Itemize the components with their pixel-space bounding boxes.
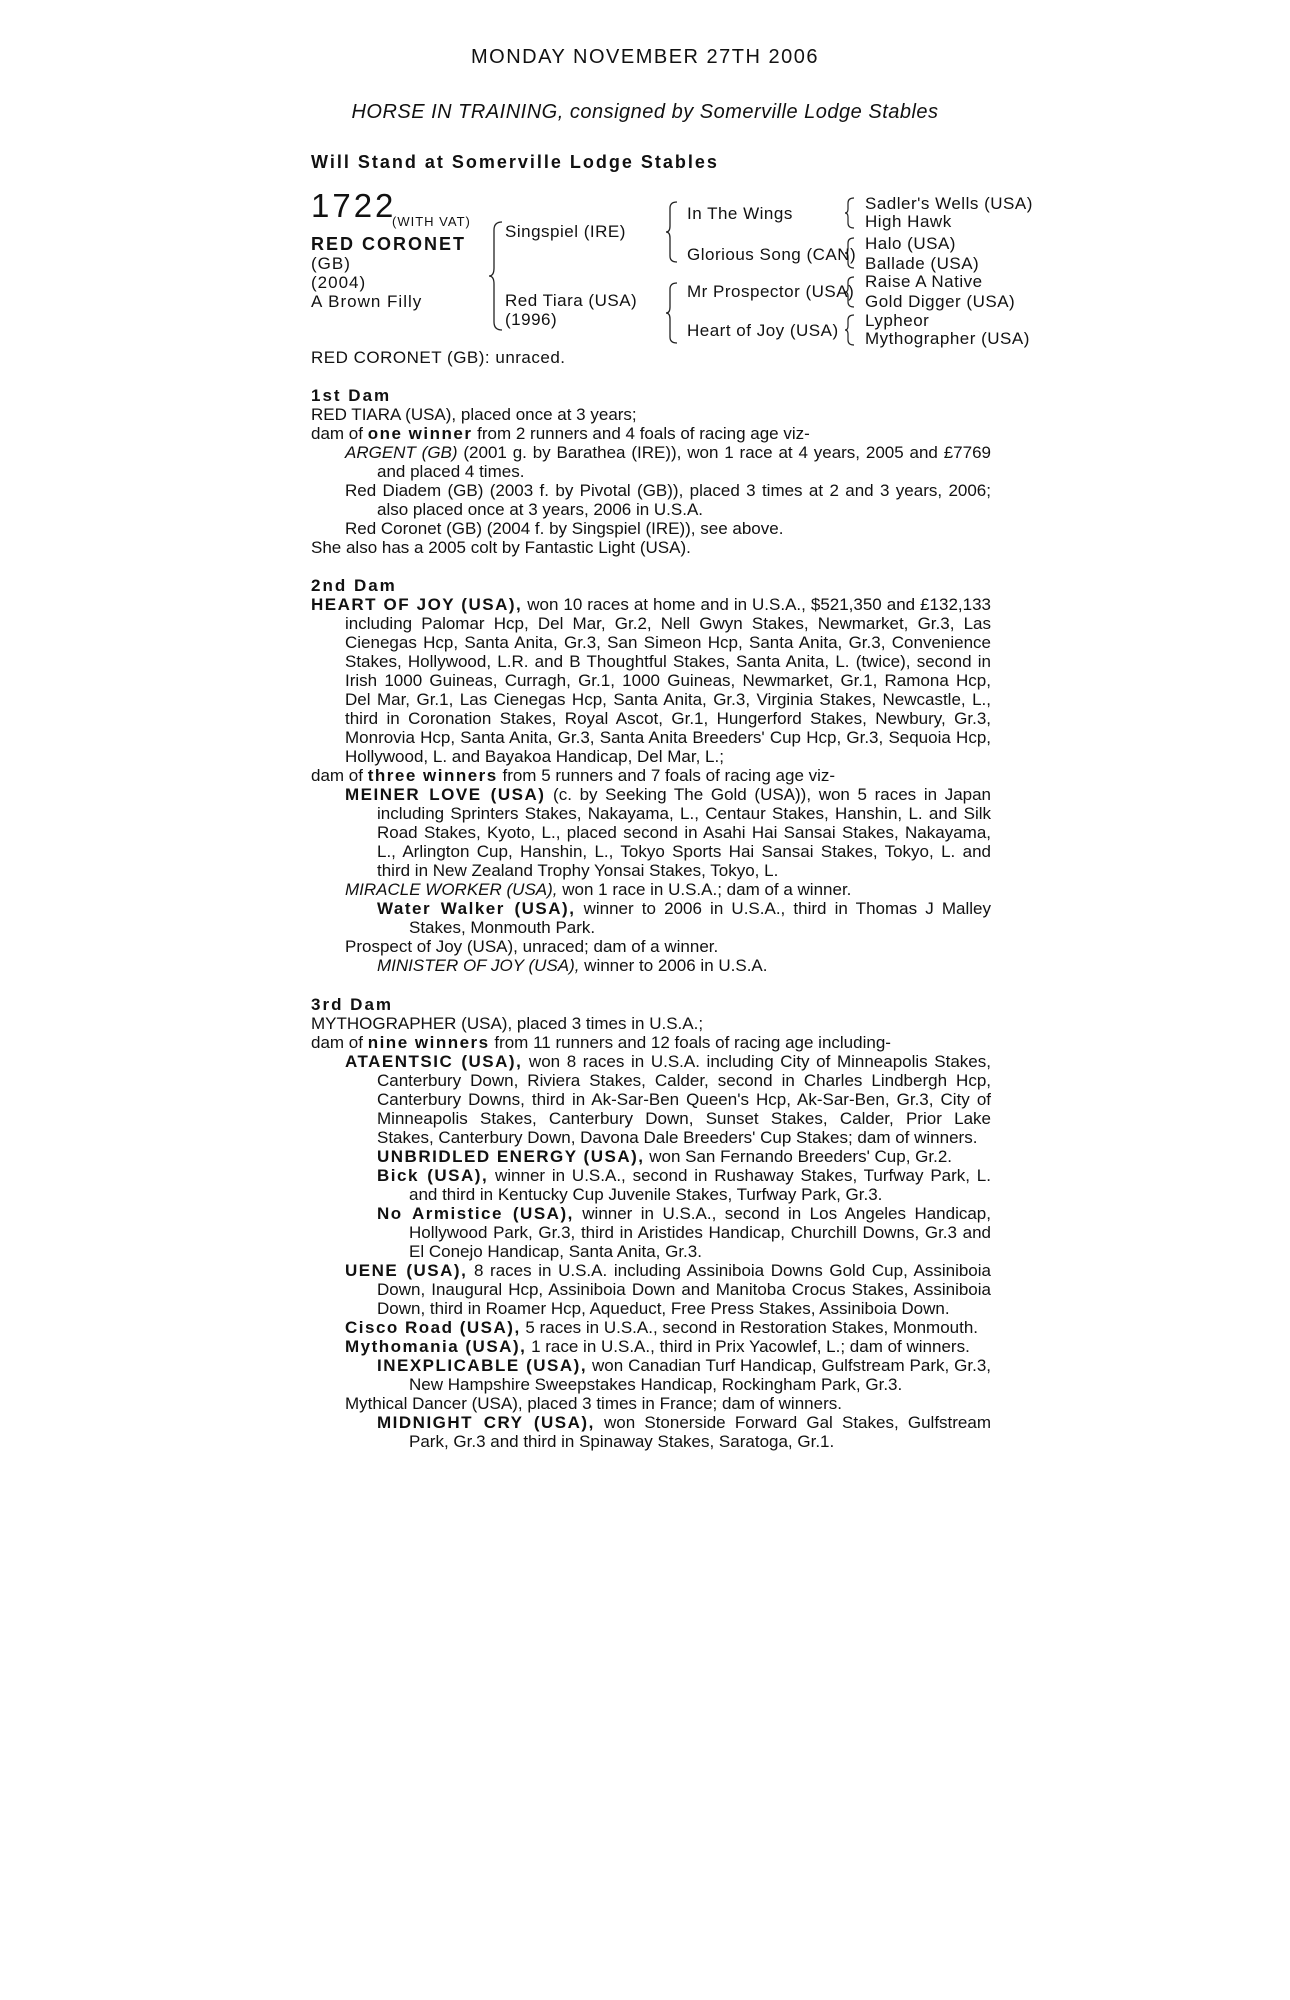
third-dam-section: [311, 995, 991, 1451]
first-dam-line: RED TIARA (USA), placed once at 3 years;: [311, 405, 637, 424]
foal-red-diadem: Red Diadem (GB) (2003 f. by Pivotal (GB)), placed 3 times at 2 and 3 years, 2006; also placed once at 3 years, 2006 in U.S.A.: [345, 481, 991, 519]
consignment-line: HORSE IN TRAINING, consigned by Somerville Lodge Stables: [351, 101, 939, 123]
first-dam-produce-line: dam of one winner from 2 runners and 4 foals of racing age viz-: [311, 424, 810, 443]
pedigree-brace-4: [844, 197, 856, 229]
vat-note: (WITH VAT): [392, 214, 471, 229]
first-dam-section: [311, 386, 991, 557]
produce-minister-of-joy: MINISTER OF JOY (USA), winner to 2006 in U.S.A.: [377, 956, 768, 975]
third-dam-line: MYTHOGRAPHER (USA), placed 3 times in U.S.A.;: [311, 1014, 704, 1033]
produce-prospect-of-joy: Prospect of Joy (USA), unraced; dam of a winner.: [345, 937, 719, 956]
horse-summary: RED CORONET (GB): unraced.: [311, 348, 566, 367]
second-dam-record: HEART OF JOY (USA), won 10 races at home and in U.S.A., $521,350 and £132,133 including Palomar Hcp, Del Mar, Gr.2, Nell Gwyn Stakes, Newmarket, Gr.3, Las Cienegas Hcp, Santa Anita, Gr.3, San Simeon Hcp, Santa Anita, Gr.3, Convenience Stakes, Hollywood, L.R. and B Thoughtful Stakes, Santa Anita, L. (twice), second in Irish 1000 Guineas, Curragh, Gr.1, 1000 Guineas, Newmarket, Gr.1, Ramona Hcp, Del Mar, Gr.1, Las Cienegas Hcp, Santa Anita, Gr.3, Virginia Stakes, Newcastle, L., third in Coronation Stakes, Royal Ascot, Gr.1, Hungerford Stakes, Newbury, Gr.3, Monrovia Hcp, Santa Anita, Gr.3, Santa Anita Breeders' Cup Hcp, Gr.3, Sequoia Hcp, Hollywood, L. and Bayakoa Handicap, Del Mar, L.;: [311, 595, 991, 766]
produce-no-armistice: No Armistice (USA), winner in U.S.A., second in Los Angeles Handicap, Hollywood Park, Gr.3, third in Aristides Handicap, Churchill Downs, Gr.3 and El Conejo Handicap, Santa Anita, Gr.3.: [377, 1204, 991, 1261]
second-dam-section: [311, 576, 991, 975]
pedigree-brace-3: [665, 281, 679, 345]
first-dam-heading: 1st Dam: [311, 386, 392, 405]
horse-country: (GB): [311, 254, 351, 273]
stand-line: Will Stand at Somerville Lodge Stables: [311, 152, 719, 172]
second-dam-heading: 2nd Dam: [311, 576, 397, 595]
third-dam-heading: 3rd Dam: [311, 995, 394, 1014]
pedigree-dam-dam: Heart of Joy (USA): [687, 321, 839, 340]
horse-name: RED CORONET: [311, 234, 467, 254]
pedigree-sire: Singspiel (IRE): [505, 222, 626, 241]
third-dam-produce-line: dam of nine winners from 11 runners and 12 foals of racing age including-: [311, 1033, 891, 1052]
lot-number: 1722: [311, 187, 397, 224]
pedigree-brace-7: [844, 314, 856, 346]
pedigree-g8: Mythographer (USA): [865, 329, 1030, 348]
pedigree-g3: Halo (USA): [865, 234, 956, 253]
produce-meiner-love: MEINER LOVE (USA) (c. by Seeking The Gold (USA)), won 5 races in Japan including Sprinters Stakes, Nakayama, L., Centaur Stakes, Hanshin, L. and Silk Road Stakes, Kyoto, L., placed second in Asahi Hai Sansai Stakes, Nakayama, L., Arlington Cup, Hanshin, L., Tokyo Sports Hai Sansai Stakes, Tokyo, L. and third in New Zealand Trophy Yonsai Stakes, Tokyo, L.: [345, 785, 992, 880]
pedigree-sire-sire: In The Wings: [687, 204, 793, 223]
produce-mythical-dancer: Mythical Dancer (USA), placed 3 times in France; dam of winners.: [345, 1394, 842, 1413]
produce-miracle-worker: MIRACLE WORKER (USA), won 1 race in U.S.A.; dam of a winner.: [345, 880, 852, 899]
pedigree-brace-1: [488, 220, 504, 332]
pedigree-brace-2: [665, 200, 679, 264]
produce-unbridled-energy: UNBRIDLED ENERGY (USA), won San Fernando Breeders' Cup, Gr.2.: [377, 1147, 953, 1166]
pedigree-g6: Gold Digger (USA): [865, 292, 1016, 311]
pedigree-g1: Sadler's Wells (USA): [865, 194, 1033, 213]
produce-mythomania: Mythomania (USA), 1 race in U.S.A., third in Prix Yacowlef, L.; dam of winners.: [345, 1337, 970, 1356]
pedigree-g4: Ballade (USA): [865, 254, 980, 273]
produce-midnight-cry: MIDNIGHT CRY (USA), won Stonerside Forward Gal Stakes, Gulfstream Park, Gr.3 and third in Spinaway Stakes, Saratoga, Gr.1.: [377, 1413, 991, 1451]
pedigree-dam-sire: Mr Prospector (USA): [687, 282, 855, 301]
produce-ataentsic: ATAENTSIC (USA), won 8 races in U.S.A. including City of Minneapolis Stakes, Canterbury Down, Riviera Stakes, Calder, second in Charles Lindbergh Hcp, Canterbury Downs, third in Ak-Sar-Ben Queen's Hcp, Ak-Sar-Ben, Gr.3, City of Minneapolis Stakes, Canterbury Down, Sunset Stakes, Calder, Prior Lake Stakes, Canterbury Down, Davona Dale Breeders' Cup Stakes; dam of winners.: [345, 1052, 991, 1147]
pedigree-dam-year: (1996): [505, 310, 558, 329]
pedigree-dam: Red Tiara (USA): [505, 291, 638, 310]
pedigree-g5: Raise A Native: [865, 272, 983, 291]
pedigree-g2: High Hawk: [865, 212, 952, 231]
horse-description: A Brown Filly: [311, 292, 423, 311]
second-dam-produce-line: dam of three winners from 5 runners and 7 foals of racing age viz-: [311, 766, 836, 785]
foal-colt-note: She also has a 2005 colt by Fantastic Light (USA).: [311, 538, 691, 557]
pedigree-g7: Lypheor: [865, 311, 930, 330]
horse-year: (2004): [311, 273, 367, 292]
produce-uene: UENE (USA), 8 races in U.S.A. including Assiniboia Downs Gold Cup, Assiniboia Down, Inaugural Hcp, Assiniboia Down and Manitoba Crocus Stakes, Assiniboia Down, third in Roamer Hcp, Aqueduct, Free Press Stakes, Assiniboia Down.: [345, 1261, 991, 1318]
produce-water-walker: Water Walker (USA), winner to 2006 in U.S.A., third in Thomas J Malley Stakes, Monmouth Park.: [377, 899, 991, 937]
foal-argent: ARGENT (GB) (2001 g. by Barathea (IRE)), won 1 race at 4 years, 2005 and £7769 and placed 4 times.: [345, 443, 991, 481]
pedigree-sire-dam: Glorious Song (CAN): [687, 245, 857, 264]
foal-red-coronet: Red Coronet (GB) (2004 f. by Singspiel (IRE)), see above.: [345, 519, 784, 538]
produce-cisco-road: Cisco Road (USA), 5 races in U.S.A., second in Restoration Stakes, Monmouth.: [345, 1318, 979, 1337]
sale-date: MONDAY NOVEMBER 27TH 2006: [471, 46, 819, 68]
produce-inexplicable: INEXPLICABLE (USA), won Canadian Turf Handicap, Gulfstream Park, Gr.3, New Hampshire Sweepstakes Handicap, Rockingham Park, Gr.3.: [377, 1356, 991, 1394]
produce-bick: Bick (USA), winner in U.S.A., second in Rushaway Stakes, Turfway Park, L. and third in Kentucky Cup Juvenile Stakes, Turfway Park, Gr.3.: [377, 1166, 991, 1204]
